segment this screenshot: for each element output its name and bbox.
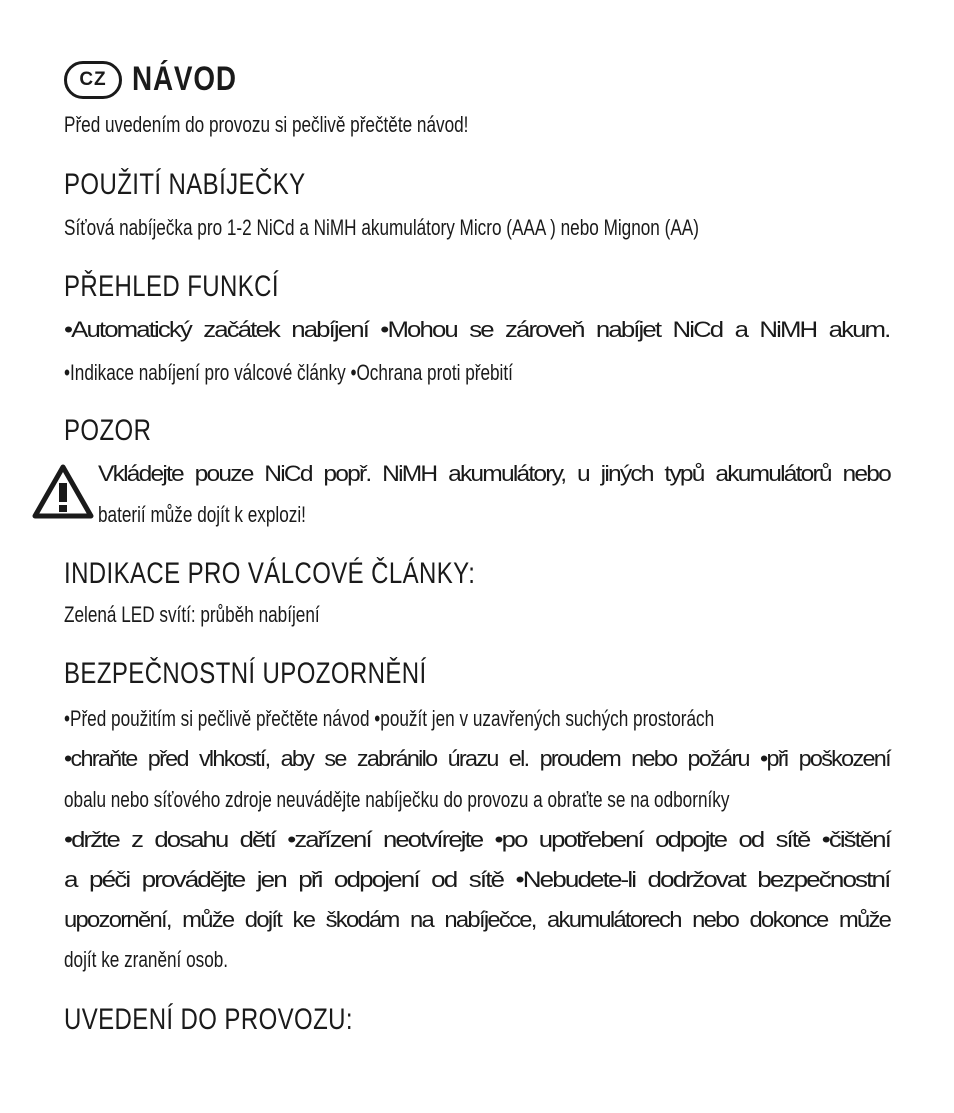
safety-line-1: •Před použitím si pečlivě přečtěte návod •použít jen v uzavřených suchých prostorách <box>64 706 715 731</box>
safety-line-3: obalu nebo síťového zdroje neuvádějte nabíječku do provozu a obraťte se na odborníky <box>64 787 730 812</box>
features-line-1: •Automatický začátek nabíjení •Mohou se zároveň nabíjet NiCd a NiMH akum. <box>64 317 890 342</box>
features-heading: PŘEHLED FUNKCÍ <box>64 270 279 303</box>
features-line-2: •Indikace nabíjení pro válcové články •Ochrana proti přebití <box>64 360 513 385</box>
language-badge: CZ <box>64 61 122 99</box>
safety-line-6: upozornění, může dojít ke škodám na nabíječce, akumulátorech nebo dokonce může <box>64 907 891 932</box>
safety-line-4: •držte z dosahu dětí •zařízení neotvírejte •po upotřebení odpojte od sítě •čištění <box>64 827 890 852</box>
warning-triangle-icon <box>32 464 94 520</box>
indication-text: Zelená LED svítí: průběh nabíjení <box>64 602 320 627</box>
caution-line-2: baterií může dojít k explozi! <box>98 502 306 527</box>
caution-line-1: Vkládejte pouze NiCd popř. NiMH akumulátory, u jiných typů akumulátorů nebo <box>98 461 890 486</box>
usage-text: Síťová nabíječka pro 1-2 NiCd a NiMH akumulátory Micro (AAA ) nebo Mignon (AA) <box>64 215 699 240</box>
caution-heading: POZOR <box>64 414 152 447</box>
indication-heading: INDIKACE PRO VÁLCOVÉ ČLÁNKY: <box>64 557 476 590</box>
intro-text: Před uvedením do provozu si pečlivě přečtěte návod! <box>64 112 469 137</box>
safety-line-2: •chraňte před vlhkostí, aby se zabránilo úrazu el. proudem nebo požáru •při poškození <box>64 746 890 771</box>
document-title: NÁVOD <box>132 60 237 98</box>
safety-line-5: a péči provádějte jen při odpojení od sítě •Nebudete-li dodržovat bezpečnostní <box>64 867 890 892</box>
startup-heading: UVEDENÍ DO PROVOZU: <box>64 1003 353 1036</box>
title-row <box>64 60 260 99</box>
usage-heading: POUŽITÍ NABÍJEČKY <box>64 168 306 201</box>
safety-line-7: dojít ke zranění osob. <box>64 947 229 972</box>
safety-heading: BEZPEČNOSTNÍ UPOZORNĚNÍ <box>64 657 427 690</box>
